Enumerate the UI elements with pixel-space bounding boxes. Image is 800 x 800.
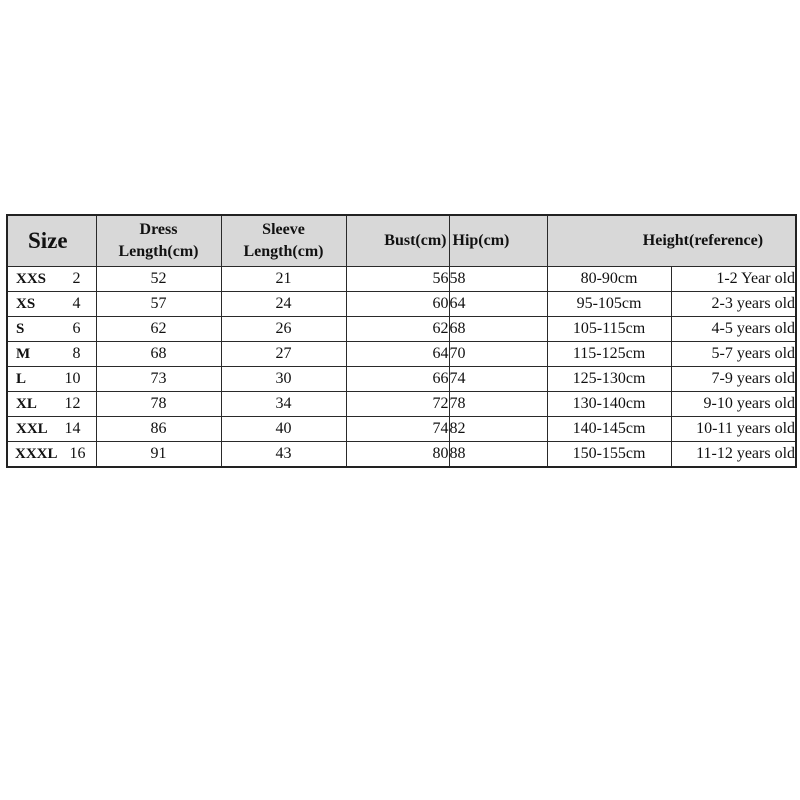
sleeve-length-cell: 24 <box>221 292 346 317</box>
size-chart-table <box>6 214 797 468</box>
age-cell: 5-7 years old <box>671 342 796 367</box>
table-row <box>7 342 796 367</box>
height-cell: 105-115cm <box>547 317 671 342</box>
age-cell: 11-12 years old <box>671 442 796 468</box>
table-row <box>7 392 796 417</box>
size-cell <box>7 392 96 417</box>
sleeve-length-cell: 26 <box>221 317 346 342</box>
size-label: XXXL <box>15 446 58 462</box>
hip-cell: 68 <box>449 317 547 342</box>
table-row <box>7 442 796 468</box>
height-cell: 130-140cm <box>547 392 671 417</box>
hip-cell: 58 <box>449 267 547 292</box>
bust-cell: 66 <box>346 367 449 392</box>
size-number: 8 <box>72 345 81 362</box>
bust-cell: 64 <box>346 342 449 367</box>
table-row <box>7 267 796 292</box>
size-cell <box>7 342 96 367</box>
size-cell <box>7 292 96 317</box>
hip-cell: 74 <box>449 367 547 392</box>
size-cell <box>7 367 96 392</box>
header-row <box>7 215 796 267</box>
dress-length-cell: 52 <box>96 267 221 292</box>
size-cell <box>7 417 96 442</box>
table-body <box>7 267 796 468</box>
header-sleeve-line2: Length(cm) <box>243 243 324 260</box>
sleeve-length-cell: 43 <box>221 442 346 468</box>
size-label: L <box>16 371 27 387</box>
dress-length-cell: 78 <box>96 392 221 417</box>
hip-cell: 78 <box>449 392 547 417</box>
dress-length-cell: 86 <box>96 417 221 442</box>
table-row <box>7 292 796 317</box>
size-cell <box>7 317 96 342</box>
table-row <box>7 367 796 392</box>
height-cell: 125-130cm <box>547 367 671 392</box>
bust-cell: 56 <box>346 267 449 292</box>
size-cell <box>7 442 96 468</box>
bust-cell: 80 <box>346 442 449 468</box>
dress-length-cell: 62 <box>96 317 221 342</box>
dress-length-cell: 57 <box>96 292 221 317</box>
header-height: Height(reference) <box>547 215 796 267</box>
height-cell: 140-145cm <box>547 417 671 442</box>
sleeve-length-cell: 40 <box>221 417 346 442</box>
header-hip: Hip(cm) <box>449 215 547 267</box>
size-label: M <box>16 346 31 362</box>
header-sleeve-length <box>221 215 346 267</box>
bust-cell: 60 <box>346 292 449 317</box>
size-label: XXS <box>16 271 47 287</box>
hip-cell: 70 <box>449 342 547 367</box>
header-dress-line2: Length(cm) <box>118 243 199 260</box>
hip-cell: 88 <box>449 442 547 468</box>
header-size: Size <box>7 215 96 267</box>
sleeve-length-cell: 21 <box>221 267 346 292</box>
size-number: 12 <box>64 395 81 412</box>
dress-length-cell: 91 <box>96 442 221 468</box>
size-number: 16 <box>69 445 86 462</box>
hip-cell: 64 <box>449 292 547 317</box>
header-bust: Bust(cm) <box>346 215 449 267</box>
dress-length-cell: 68 <box>96 342 221 367</box>
table-row <box>7 317 796 342</box>
size-label: XS <box>16 296 36 312</box>
size-label: S <box>16 321 25 337</box>
table-row <box>7 417 796 442</box>
age-cell: 2-3 years old <box>671 292 796 317</box>
header-sleeve-line1: Sleeve <box>262 221 305 238</box>
size-label: XL <box>16 396 37 412</box>
bust-cell: 74 <box>346 417 449 442</box>
height-cell: 115-125cm <box>547 342 671 367</box>
height-cell: 80-90cm <box>547 267 671 292</box>
age-cell: 9-10 years old <box>671 392 796 417</box>
age-cell: 10-11 years old <box>671 417 796 442</box>
sleeve-length-cell: 34 <box>221 392 346 417</box>
size-number: 6 <box>72 320 81 337</box>
age-cell: 7-9 years old <box>671 367 796 392</box>
size-number: 14 <box>64 420 81 437</box>
age-cell: 4-5 years old <box>671 317 796 342</box>
size-label: XXL <box>16 421 48 437</box>
hip-cell: 82 <box>449 417 547 442</box>
dress-length-cell: 73 <box>96 367 221 392</box>
age-cell: 1-2 Year old <box>671 267 796 292</box>
header-dress-line1: Dress <box>139 221 178 238</box>
bust-cell: 72 <box>346 392 449 417</box>
sleeve-length-cell: 30 <box>221 367 346 392</box>
size-number: 2 <box>72 270 81 287</box>
sleeve-length-cell: 27 <box>221 342 346 367</box>
height-cell: 150-155cm <box>547 442 671 468</box>
size-cell <box>7 267 96 292</box>
size-number: 10 <box>64 370 81 387</box>
size-number: 4 <box>72 295 81 312</box>
bust-cell: 62 <box>346 317 449 342</box>
height-cell: 95-105cm <box>547 292 671 317</box>
header-dress-length <box>96 215 221 267</box>
